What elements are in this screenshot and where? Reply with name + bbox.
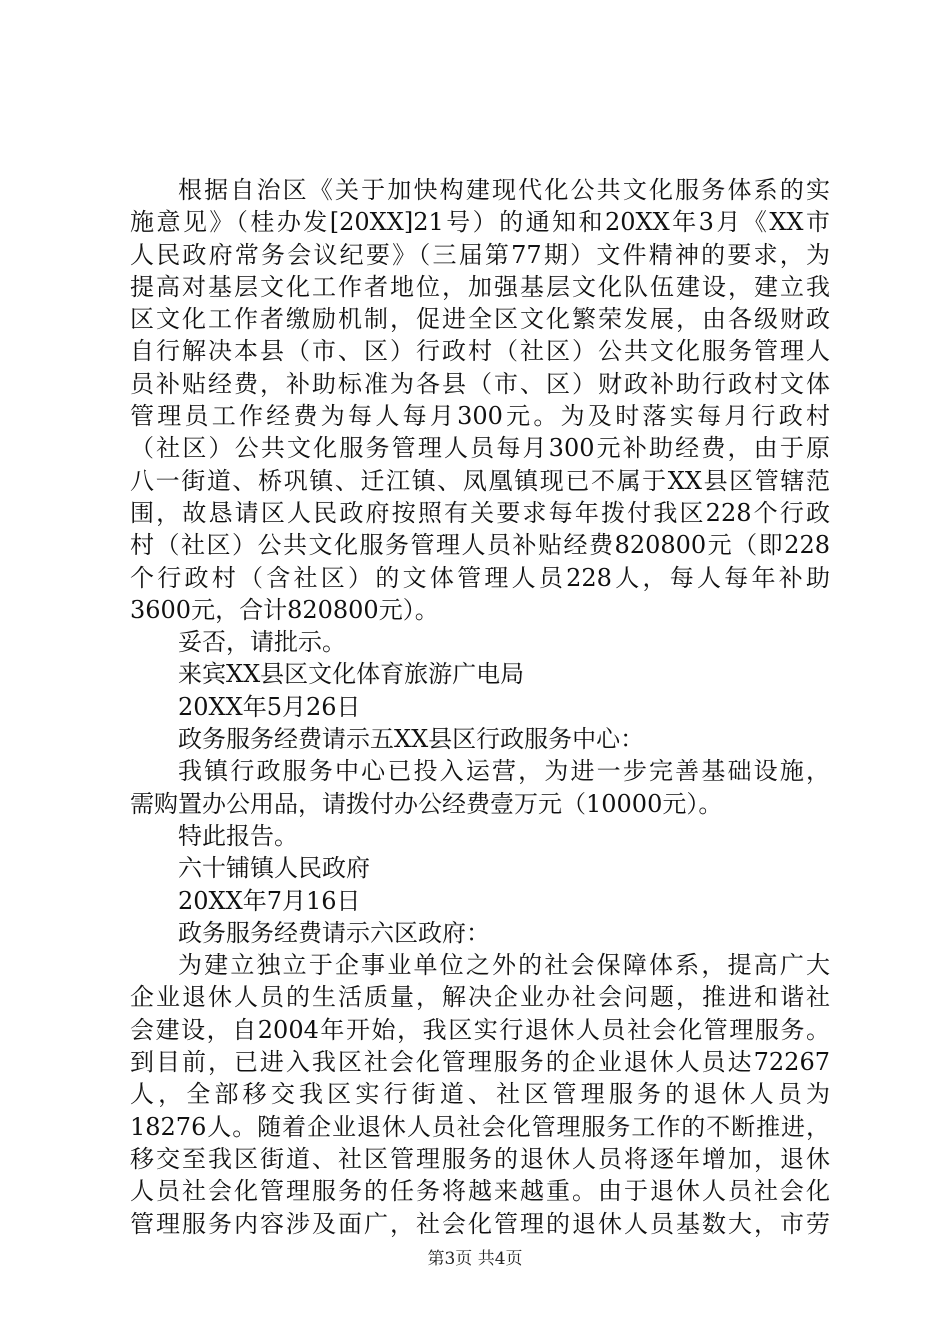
- text-line: 根据自治区《关于加快构建现代化公共文化服务体系的实: [178, 176, 830, 204]
- text-line: 提高对基层文化工作者地位，加强基层文化队伍建设，建立我: [130, 272, 830, 301]
- text-line: 区文化工作者缴励机制，促进全区文化繁荣发展，由各级财政: [130, 305, 830, 334]
- text-line: 会建设，自2004年开始，我区实行退休人员社会化管理服务。: [130, 1015, 830, 1044]
- text-line: 人，全部移交我区实行街道、社区管理服务的退休人员为: [130, 1080, 830, 1109]
- text-line: 18276人。随着企业退休人员社会化管理服务工作的不断推进，: [130, 1112, 830, 1141]
- text-line: 六十铺镇人民政府: [178, 854, 370, 883]
- text-line: 员补贴经费，补助标准为各县（市、区）财政补助行政村文体: [130, 369, 830, 398]
- text-line: 政务服务经费请示六区政府：: [178, 918, 490, 947]
- text-line: 围，故恳请区人民政府按照有关要求每年拨付我区228个行政: [130, 498, 830, 527]
- text-line: 来宾XX县区文化体育旅游广电局: [178, 660, 525, 689]
- text-line: 施意见》（桂办发[20XX]21号）的通知和20XX年3月《XX市: [130, 208, 830, 237]
- text-line: 3600元，合计820800元）。: [130, 595, 439, 624]
- text-line: 妥否，请批示。: [178, 628, 346, 657]
- text-line: 企业退休人员的生活质量，解决企业办社会问题，推进和谐社: [130, 983, 830, 1012]
- text-line: 移交至我区街道、社区管理服务的退休人员将逐年增加，退休: [130, 1144, 830, 1173]
- text-line: 管理员工作经费为每人每月300元。为及时落实每月行政村: [130, 402, 830, 431]
- text-line: 20XX年5月26日: [178, 692, 361, 721]
- text-line: 需购置办公用品，请拨付办公经费壹万元（10000元）。: [130, 789, 723, 818]
- text-line: 村（社区）公共文化服务管理人员补贴经费820800元（即228: [130, 531, 830, 560]
- document-body: [130, 174, 830, 1240]
- text-line: 到目前，已进入我区社会化管理服务的企业退休人员达72267: [130, 1048, 830, 1077]
- text-line: 20XX年7月16日: [178, 886, 361, 915]
- text-line: 人民政府常务会议纪要》（三届第77期）文件精神的要求，为: [130, 240, 830, 269]
- text-line: 个行政村（含社区）的文体管理人员228人，每人每年补助: [130, 563, 830, 592]
- text-line: 自行解决本县（市、区）行政村（社区）公共文化服务管理人: [130, 337, 830, 366]
- text-line: 八一街道、桥巩镇、迁江镇、凤凰镇现已不属于XX县区管辖范: [130, 466, 830, 495]
- text-line: 管理服务内容涉及面广，社会化管理的退休人员基数大，市劳: [130, 1209, 830, 1238]
- text-line: 政务服务经费请示五XX县区行政服务中心：: [178, 725, 645, 754]
- text-line: 特此报告。: [178, 821, 298, 850]
- text-line: 我镇行政服务中心已投入运营，为进一步完善基础设施，: [178, 757, 830, 786]
- page-number-footer: 第3页 共4页: [427, 1249, 523, 1269]
- text-line: 人员社会化管理服务的任务将越来越重。由于退休人员社会化: [130, 1177, 830, 1206]
- text-line: 为建立独立于企事业单位之外的社会保障体系，提高广大: [178, 951, 830, 980]
- text-line: （社区）公共文化服务管理人员每月300元补助经费，由于原: [130, 434, 830, 463]
